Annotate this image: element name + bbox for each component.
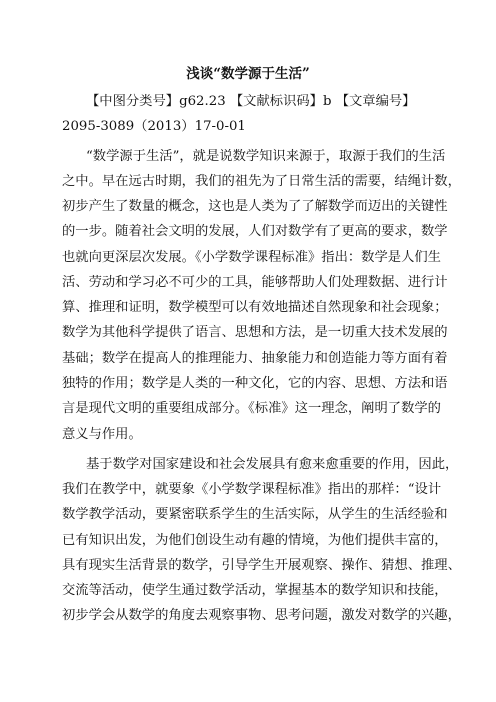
text-line: 初步学会从数学的角度去观察事物、思考问题，激发对数学的兴趣， bbox=[62, 608, 461, 623]
text-line: 算、推理和证明，数学模型可以有效地描述自然现象和社会现象； bbox=[62, 300, 448, 315]
text-line: 独特的作用；数学是人类的一种文化，它的内容、思想、方法和语 bbox=[62, 376, 448, 391]
text-line: 的一步。随着社会文明的发展，人们对数学有了更高的要求，数学 bbox=[62, 224, 448, 239]
text-line: 已有知识出发，为他们创设生动有趣的情境，为他们提供丰富的， bbox=[62, 533, 448, 548]
text-line: 数学教学活动，要紧密联系学生的生活实际，从学生的生活经验和 bbox=[62, 507, 448, 522]
text-line: 意义与作用。 bbox=[62, 427, 142, 442]
text-line: 也就向更深层次发展。《小学数学课程标准》指出：数学是人们生 bbox=[62, 250, 441, 265]
text-line: 言是现代文明的重要组成部分。《标准》这一理念，阐明了数学的 bbox=[62, 401, 441, 416]
text-line: 基于数学对国家建设和社会发展具有愈来愈重要的作用，因此， bbox=[86, 457, 459, 472]
meta-line: 【中图分类号】g62.23 【文献标识码】b 【文章编号】 bbox=[86, 94, 416, 109]
text-line: 具有现实生活背景的数学，引导学生开展观察、操作、猜想、推理、 bbox=[62, 558, 461, 573]
text-line: 之中。早在远古时期，我们的祖先为了日常生活的需要，结绳计数， bbox=[62, 174, 461, 189]
text-line: 初步产生了数量的概念，这也是人类为了了解数学而迈出的关键性 bbox=[62, 199, 448, 214]
text-line: 交流等活动，使学生通过数学活动，掌握基本的数学知识和技能， bbox=[62, 583, 448, 598]
meta-line: 2095-3089（2013）17-0-01 bbox=[62, 119, 246, 134]
text-line: 数学为其他科学提供了语言、思想和方法，是一切重大技术发展的 bbox=[62, 325, 448, 340]
page-title: 浅谈“数学源于生活” bbox=[186, 66, 310, 82]
text-line: 活、劳动和学习必不可少的工具，能够帮助人们处理数据、进行计 bbox=[62, 275, 448, 290]
text-line: 我们在教学中，就要象《小学数学课程标准》指出的那样：“设计 bbox=[62, 482, 442, 497]
text-line: “数学源于生活”，就是说数学知识来源于，取源于我们的生活 bbox=[86, 149, 446, 164]
text-line: 基础；数学在提高人的推理能力、抽象能力和创造能力等方面有着 bbox=[62, 351, 448, 366]
